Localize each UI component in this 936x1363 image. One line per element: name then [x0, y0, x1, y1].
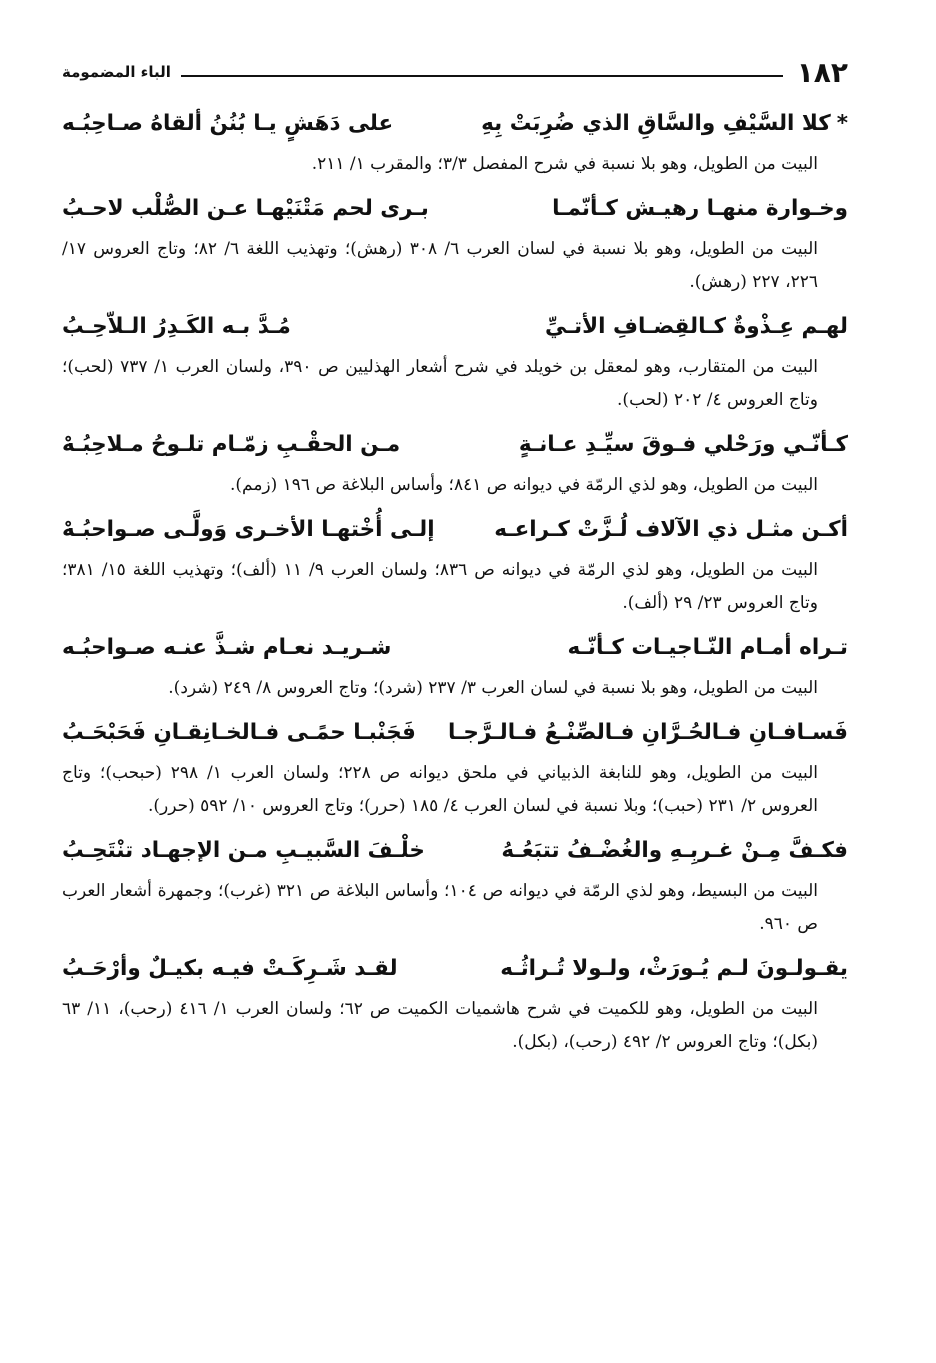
verse-line	[62, 100, 848, 148]
verse-entry	[62, 421, 848, 506]
header-rule	[181, 75, 783, 77]
page-header	[62, 52, 848, 92]
verse-entry	[62, 100, 848, 185]
first-hemistich: فكـفَّ مِـنْ غـربِـهِ والغُضْـفُ تتبَعُـهُ	[501, 838, 848, 863]
verse-line	[62, 303, 848, 351]
verse-entry	[62, 709, 848, 827]
star-marker: *	[836, 111, 848, 136]
first-hemistich: وخـوارة منهـا رهيـش كـأنّمـا	[552, 196, 848, 221]
verse-line	[62, 421, 848, 469]
verse-note-text: البيت من الطويل، وهو للنابغة الذبياني في ملحق ديوانه ص ٢٢٨؛ ولسان العرب ١/ ٢٩٨ (حبحب)؛ وتاج العروس ٢/ ٢٣١ (حبب)؛ وبلا نسبة في لسان العرب ٤/ ١٨٥ (حرر)؛ وتاج العروس ١٠/ ٥٩٢ (حرر).	[62, 763, 818, 816]
verse-note	[62, 757, 848, 827]
verse-entry	[62, 185, 848, 303]
verse-entry	[62, 624, 848, 709]
verse-line	[62, 185, 848, 233]
page-number: ١٨٢	[796, 55, 848, 89]
verse-note-text: البيت من المتقارب، وهو لمعقل بن خويلد في شرح أشعار الهذليين ص ٣٩٠، ولسان العرب ١/ ٧٣٧ (لحب)؛ وتاج العروس ٤/ ٢٠٢ (لحب).	[62, 357, 818, 410]
verse-note	[62, 148, 848, 185]
verse-line	[62, 709, 848, 757]
verse-line	[62, 506, 848, 554]
second-hemistich: مـن الحقْـبِ زمّـام تلـوحُ مـلاحِبُـهْ	[62, 432, 401, 457]
verse-line	[62, 827, 848, 875]
second-hemistich: على دَهَشٍ يـا بُنُنُ ألقاهُ صـاحِبُـه	[62, 111, 394, 136]
verse-note	[62, 993, 848, 1063]
first-hemistich: تـراه أمـام النّـاجيـات كـأنّـه	[567, 635, 848, 660]
verse-note-text: البيت من الطويل، وهو لذي الرمّة في ديوانه ص ٨٣٦؛ ولسان العرب ٩/ ١١ (ألف)؛ وتهذيب اللغة ١٥/ ٣٨١؛ وتاج العروس ٢٣/ ٢٩ (ألف).	[62, 560, 818, 613]
verse-note-text: البيت من الطويل، وهو بلا نسبة في لسان العرب ٦/ ٣٠٨ (رهش)؛ وتهذيب اللغة ٦/ ٨٢؛ وتاج العروس ١٧/ ٢٢٦، ٢٢٧ (رهش).	[62, 239, 818, 292]
verse-entry	[62, 506, 848, 624]
verse-note	[62, 875, 848, 945]
verse-entry	[62, 303, 848, 421]
page-body	[62, 100, 848, 1063]
first-hemistich-text: كلا السَّيْفِ والسَّاقِ الذي ضُرِبَتْ بِهِ	[481, 111, 831, 136]
verse-note-text: البيت من الطويل، وهو لذي الرمّة في ديوانه ص ٨٤١؛ وأساس البلاغة ص ١٩٦ (زمم).	[229, 475, 818, 495]
second-hemistich: بـرى لحم مَتْنَيْهـا عـن الصُّلْب لاحـبُ	[62, 196, 429, 221]
first-hemistich: أكـن مثـل ذي الآلاف لُـزَّتْ كـراعـه	[494, 517, 848, 542]
verse-note	[62, 469, 848, 506]
first-hemistich: كـأنّـي ورَحْلي فـوقَ سيِّـدِ عـانـةٍ	[518, 432, 848, 457]
first-hemistich: فَسـافـانِ فـالحُـرَّانِ فـالصِّنْـعُ فـالـرَّجـا	[448, 720, 848, 745]
verse-note	[62, 554, 848, 624]
second-hemistich: فَجَنْبـا حمًـى فـالخـانِقـانِ فَحَبْحَـبُ	[62, 720, 416, 745]
verse-line	[62, 624, 848, 672]
verse-note	[62, 233, 848, 303]
second-hemistich: مُـدَّ بـه الكَـدِرُ الـلاّحِـبُ	[62, 314, 291, 339]
second-hemistich: خلْـفَ السَّبيـبِ مـن الإجهـاد تنْتَحِـبُ	[62, 838, 425, 863]
verse-entry	[62, 827, 848, 945]
verse-note-text: البيت من البسيط، وهو لذي الرمّة في ديوانه ص ١٠٤؛ وأساس البلاغة ص ٣٢١ (غرب)؛ وجمهرة أشعار العرب ص ٩٦٠.	[62, 881, 819, 934]
verse-note-text: البيت من الطويل، وهو بلا نسبة في لسان العرب ٣/ ٢٣٧ (شرد)؛ وتاج العروس ٨/ ٢٤٩ (شرد).	[168, 678, 818, 698]
verse-note-text: البيت من الطويل، وهو للكميت في شرح هاشميات الكميت ص ٦٢؛ ولسان العرب ١/ ٤١٦ (رحب)، ١١/ ٦٣ (بكل)؛ وتاج العروس ٢/ ٤٩٢ (رحب)، (بكل).	[62, 999, 818, 1052]
verse-note	[62, 672, 848, 709]
chapter-title: الباء المضمومة	[62, 63, 171, 81]
second-hemistich: شـريـد نعـام شـذَّ عنـه صـواحبُـه	[62, 635, 392, 660]
verse-entry	[62, 945, 848, 1063]
first-hemistich	[481, 100, 848, 148]
first-hemistich: يقـولـونَ لـم يُـورَثْ، ولـولا تُـراثُـه	[500, 956, 848, 981]
second-hemistich: لقـد شَـرِكَـتْ فيـه بكيـلٌ وأرْحَـبُ	[62, 956, 398, 981]
verse-note	[62, 351, 848, 421]
verse-line	[62, 945, 848, 993]
first-hemistich: لهـم عِـذْوةٌ كـالقِضـافِ الأتـيِّ	[544, 314, 848, 339]
second-hemistich: إلـى أُخْتهـا الأخـرى وَولَّـى صـواحبُـهْ	[62, 517, 435, 542]
verse-note-text: البيت من الطويل، وهو بلا نسبة في شرح المفصل ٣/٣؛ والمقرب ١/ ٢١١.	[311, 154, 818, 174]
